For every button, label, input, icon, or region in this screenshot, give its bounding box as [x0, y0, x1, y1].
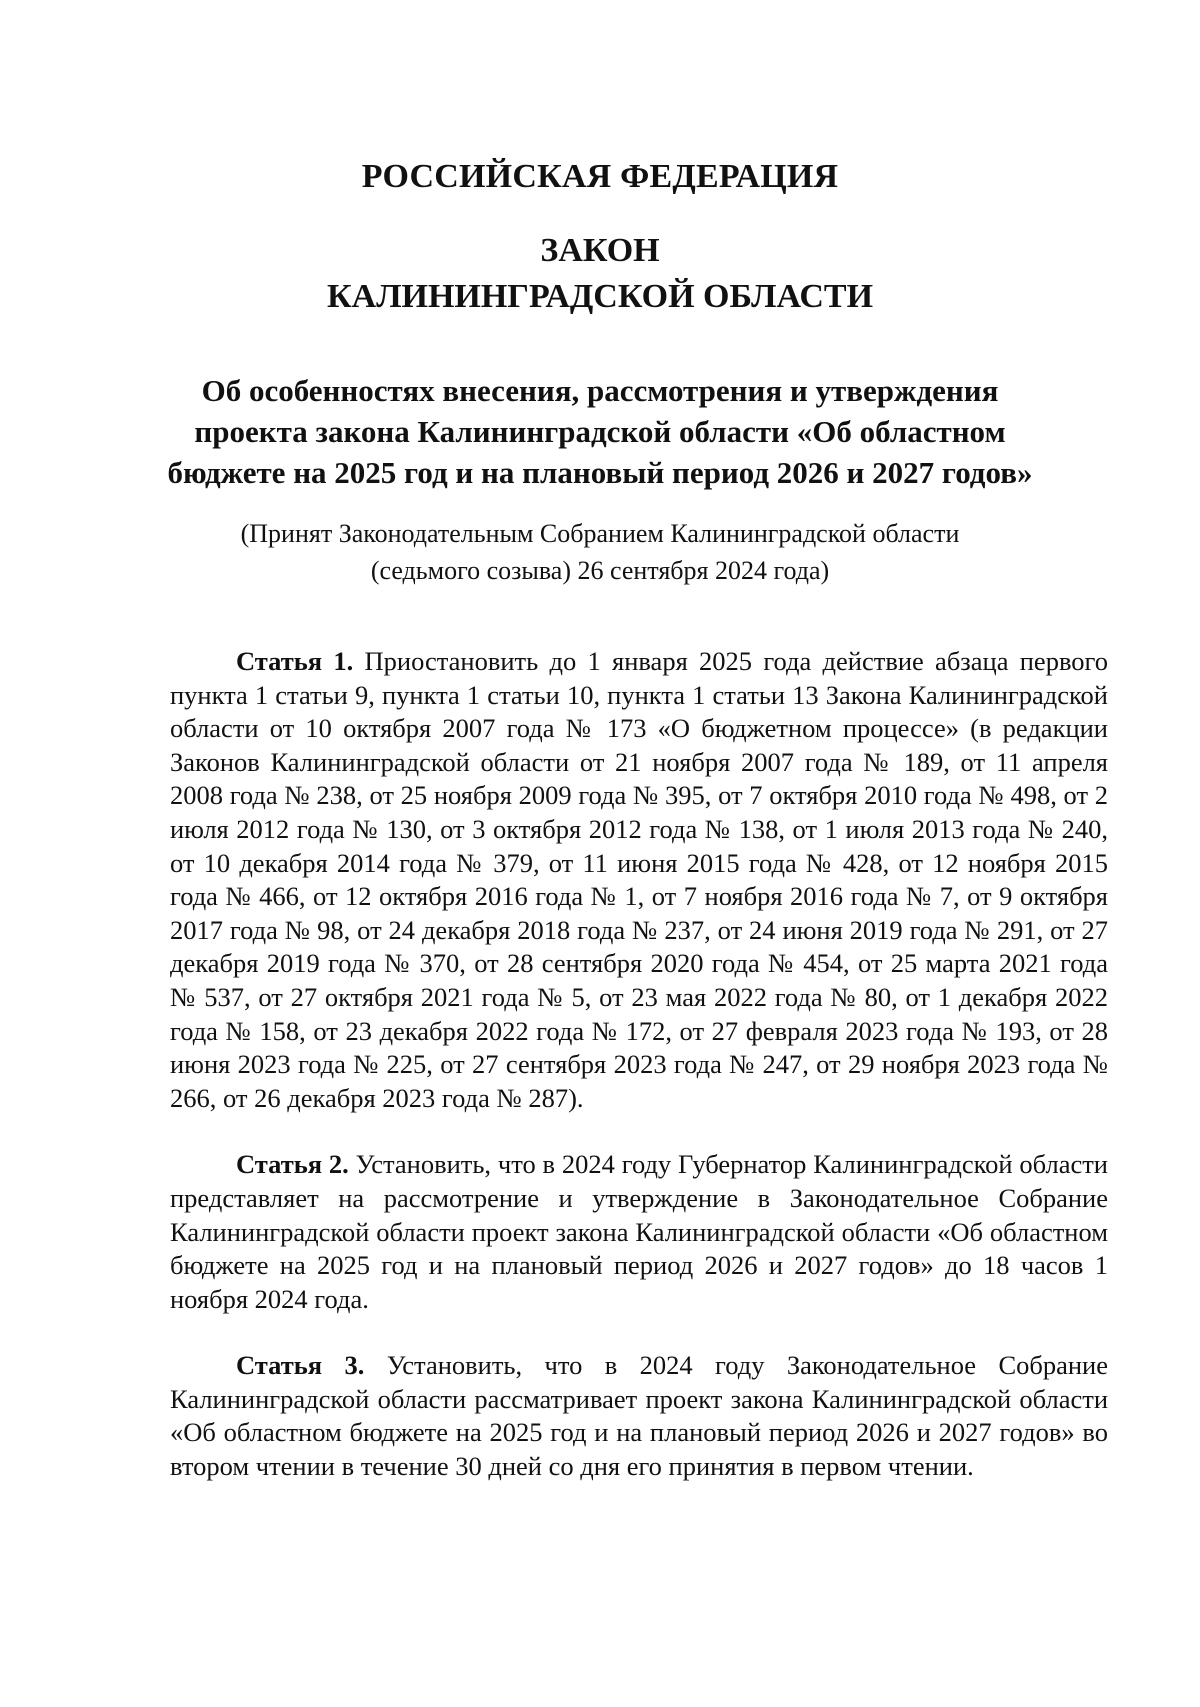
subject-line-1: Об особенностях внесения, рассмотрения и утверждения [201, 373, 999, 408]
law-heading-line-1: ЗАКОН [540, 232, 660, 269]
country-heading [0, 158, 1200, 196]
articles-section [170, 645, 1108, 1517]
article-3 [170, 1349, 1108, 1483]
article-3-text: Установить, что в 2024 году Законодательное Собрание Калининградской области рассматривает проект закона Калининградской области «Об областном бюджете на 2025 год и на плановый период 2026 и 2027 годов» во втором чтении в течение 30 дней со дня его принятия в первом чтении. [170, 1350, 1108, 1482]
law-subject-title [0, 370, 1200, 493]
law-heading-line-2: КАЛИНИНГРАДСКОЙ ОБЛАСТИ [326, 278, 874, 315]
subject-line-3: бюджете на 2025 год и на плановый период 2026 и 2027 годов» [167, 455, 1033, 490]
article-2-text: Установить, что в 2024 году Губернатор Калининградской области представляет на рассмотрение и утверждение в Законодательное Собрание Калининградской области проект закона Калининградской области «Об областном бюджете на 2025 год и на плановый период 2026 и 2027 годов» до 18 часов 1 ноября 2024 года. [170, 1149, 1108, 1314]
adoption-line-1: (Принят Законодательным Собранием Калининградской области [240, 519, 960, 548]
article-1 [170, 645, 1108, 1115]
law-heading [0, 228, 1200, 320]
article-1-text: Приостановить до 1 января 2025 года действие абзаца первого пункта 1 статьи 9, пункта 1 статьи 10, пункта 1 статьи 13 Закона Калининградской области от 10 октября 2007 года № 173 «О бюджетном процессе» (в редакции Законов Калининградской области от 21 ноября 2007 года № 189, от 11 апреля 2008 года № 238, от 25 ноября 2009 года № 395, от 7 октября 2010 года № 498, от 2 июля 2012 года № 130, от 3 октября 2012 года № 138, от 1 июля 2013 года № 240, от 10 декабря 2014 года № 379, от 11 июня 2015 года № 428, от 12 ноября 2015 года № 466, от 12 октября 2016 года № 1, от 7 ноября 2016 года № 7, от 9 октября 2017 года № 98, от 24 декабря 2018 года № 237, от 24 июня 2019 года № 291, от 27 декабря 2019 года № 370, от 28 сентября 2020 года № 454, от 25 марта 2021 года № 537, от 27 октября 2021 года № 5, от 23 мая 2022 года № 80, от 1 декабря 2022 года № 158, от 23 декабря 2022 года № 172, от 27 февраля 2023 года № 193, от 28 июня 2023 года № 225, от 27 сентября 2023 года № 247, от 29 ноября 2023 года № 266, от 26 декабря 2023 года № 287). [170, 646, 1108, 1113]
article-3-label: Статья 3. [236, 1350, 365, 1381]
subject-line-2: проекта закона Калининградской области «Об областном [194, 414, 1006, 449]
article-1-label: Статья 1. [236, 646, 354, 676]
country-text: РОССИЙСКАЯ ФЕДЕРАЦИЯ [361, 158, 839, 195]
adoption-note [0, 515, 1200, 589]
article-2-label: Статья 2. [236, 1149, 349, 1180]
article-2 [170, 1148, 1108, 1316]
adoption-line-2: (седьмого созыва) 26 сентября 2024 года) [370, 556, 830, 585]
